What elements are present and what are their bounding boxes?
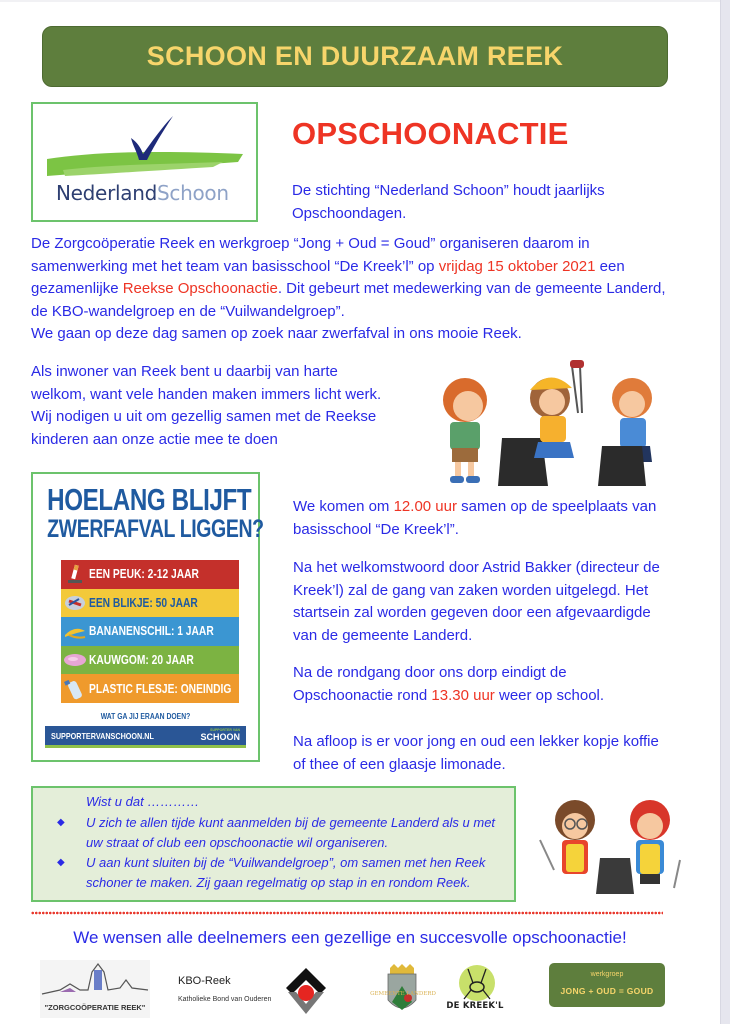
poster-footer	[45, 726, 246, 748]
kbo-emblem-icon	[284, 966, 328, 1016]
paragraph-after: Na afloop is er voor jong en oud een lekker kopje koffie of thee of een glaasje limonade.	[293, 733, 659, 773]
litter-decay-poster	[31, 472, 264, 762]
kbo-name: KBO-Reek	[178, 975, 231, 987]
gemeente-landerd-logo	[368, 962, 438, 1018]
children-cleaning-illustration	[420, 358, 680, 488]
paragraph-invitation: Als inwoner van Reek bent u daarbij van harte welkom, want vele handen maken immers licht werk. Wij nodigen u uit om gezellig samen met de Reekse kinderen aan onze actie mee te doen	[31, 363, 382, 448]
poster-row-label: EEN BLIKJE: 50 JAAR	[89, 595, 198, 610]
coat-of-arms-icon	[368, 962, 438, 1018]
poster-rows	[61, 560, 239, 703]
de-kreekl-logo	[440, 963, 510, 1019]
scrollbar[interactable]	[720, 0, 730, 1024]
jong-oud-goud-logo	[549, 963, 665, 1007]
poster-row	[61, 617, 239, 646]
cigarette-icon	[61, 560, 89, 588]
kbo-logo	[178, 975, 271, 1003]
kbo-subtitle: Katholieke Bond van Ouderen	[178, 996, 272, 1003]
nederland-schoon-logo	[31, 102, 258, 222]
poster-row-label: PLASTIC FLESJE: ONEINDIG	[89, 681, 232, 696]
closing-message: We wensen alle deelnemers een gezellige en succesvolle opschoonactie!	[73, 928, 627, 947]
paragraph-end: Na de rondgang door ons dorp eindigt de Opschoonactie rond 13.30 uur weer op school.	[293, 664, 605, 704]
chewing-gum-icon	[61, 646, 89, 674]
plastic-bottle-icon	[61, 675, 89, 703]
page-title: OPSCHOONACTIE	[292, 116, 569, 151]
poster-row	[61, 674, 239, 703]
event-date: vrijdag 15 oktober 2021	[438, 257, 596, 275]
end-time: 13.30 uur	[431, 686, 495, 704]
village-skyline-icon	[40, 960, 150, 1000]
dotted-divider	[31, 911, 663, 915]
poster-row	[61, 589, 239, 618]
poster-footer-url: SUPPORTERVANSCHOON.NL	[51, 730, 154, 741]
intro-text: De stichting “Nederland Schoon” houdt jaarlijks Opschoondagen.	[292, 182, 605, 222]
paragraph-welcome: Na het welkomstwoord door Astrid Bakker (directeur de Kreek’l) zal de gang van zaken worden uitgelegd. Het startsein zal worden gegeven door een afgevaardigde van de gemeente Landerd.	[293, 559, 660, 644]
svg-text:GEMEENTE LANDERD: GEMEENTE LANDERD	[370, 991, 436, 997]
header-banner	[42, 26, 668, 87]
poster-row-label: EEN PEUK: 2-12 JAAR	[89, 567, 199, 582]
info-list	[53, 813, 508, 893]
poster-row	[61, 646, 239, 675]
did-you-know-box	[31, 786, 516, 902]
supporter-van-schoon-logo: SUPPORTER VAN SCHOON	[200, 728, 240, 742]
info-heading: Wist u dat …………	[86, 794, 200, 809]
children-with-bag-illustration	[530, 790, 695, 900]
poster-question: WAT GA JIJ ERAAN DOEN?	[100, 712, 191, 721]
diamond-bullet-icon: ◆	[57, 817, 65, 828]
diamond-bullet-icon: ◆	[57, 857, 65, 868]
zorgcooperatie-label: "ZORGCOÖPERATIE REEK"	[44, 1003, 146, 1012]
header-title: SCHOON EN DUURZAAM REEK	[146, 41, 564, 71]
start-time: 12.00 uur	[393, 498, 457, 515]
jog-main-label: JONG + OUD = GOUD	[560, 986, 654, 996]
poster-title: HOELANG BLIJFT ZWERFAFVAL LIGGEN?	[47, 482, 264, 543]
ant-icon	[440, 963, 510, 1003]
top-edge	[0, 0, 730, 2]
logo-wordmark: NederlandSchoon	[56, 181, 229, 205]
de-kreekl-label: DE KREEK'L	[446, 1001, 504, 1011]
zorgcooperatie-logo	[40, 960, 150, 1018]
info-item: ◆ U aan kunt sluiten bij de “Vuilwandelgroep”, om samen met hen Reek schoner te maken. Zij gaan regelmatig op stap in en rondom Reek.	[57, 855, 486, 890]
jog-small-label: werkgroep	[590, 971, 624, 978]
poster-row-label: KAUWGOM: 20 JAAR	[89, 653, 194, 668]
paragraph-organisers: De Zorgcoöperatie Reek en werkgroep “Jong + Oud = Goud” organiseren daarom in samenwerking met het team van basisschool “De Kreek’l” op vrijdag 15 oktober 2021 een gezamenlijke Reekse Opschoonactie. Dit gebeurt met medewerking van de gemeente Landerd, de KBO-wandelgroep en de “Vuilwandelgroep”. We gaan op deze dag samen op zoek naar zwerfafval in ons mooie Reek.	[31, 235, 666, 342]
poster-row	[61, 560, 239, 589]
info-item: ◆ U zich te allen tijde kunt aanmelden bij de gemeente Landerd als u met uw straat of club een opschoonactie wil organiseren.	[57, 815, 496, 850]
banana-peel-icon	[61, 617, 89, 645]
event-name: Reekse Opschoonactie	[122, 280, 278, 297]
can-icon	[61, 589, 89, 617]
poster-row-label: BANANENSCHIL: 1 JAAR	[89, 624, 214, 639]
paragraph-meeting: We komen om 12.00 uur samen op de speelplaats van basisschool “De Kreek’l”.	[293, 498, 657, 538]
